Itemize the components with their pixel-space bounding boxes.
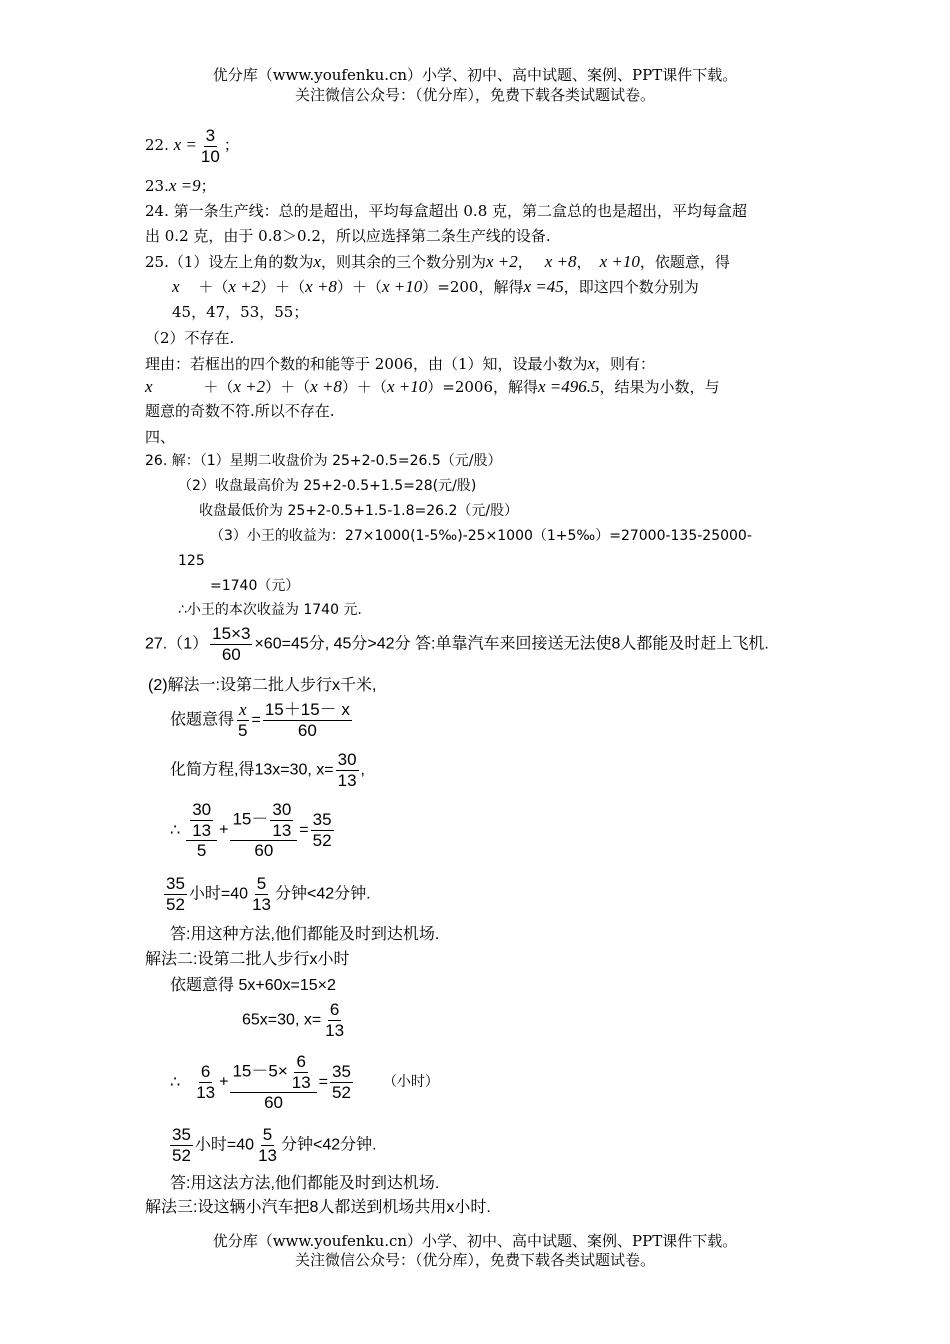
header-line-2: 关注微信公众号：（优分库），免费下载各类试题试卷。 [294, 86, 655, 104]
q25-line-3: 45，47，53，55； [172, 303, 309, 321]
q26-line-5: 125 [178, 553, 205, 569]
q27-method-1-check: ∴ $\frac{\frac{30}{13}}{5}$ + 15－ $\frac{30}{13}$ 60 = $\frac{35}{52}$ [170, 800, 332, 861]
q26-line-1: 26. 解：（1）星期二收盘价为 25+2-0.5=26.5（元/股） [145, 453, 502, 469]
q27-method-1-equation: 依题意得 $\frac{x}{5}$ = $\frac{15+15- x}{60}$ [170, 700, 350, 740]
q27-method-2-answer: 答:用这法方法,他们都能及时到达机场. [170, 1175, 440, 1192]
q27-method-1-result: $\frac{35}{52}$ 小时=40 $\frac{5}{13}$ 分钟<42分钟. [166, 874, 371, 914]
section-four: 四、 [145, 428, 176, 446]
q27-method-2-solve: 65x=30, x= $\frac{6}{13}$ [242, 1000, 345, 1040]
q27-method-2-check: ∴ $\frac{6}{13}$ + 15－5× $\frac{6}{13}$ 60 = $\frac{35}{52}$ （小时） [170, 1052, 439, 1113]
q27-method-1-answer: 答:用这种方法,他们都能及时到达机场. [170, 926, 440, 943]
footer-line-2: 关注微信公众号：（优分库），免费下载各类试题试卷。 [294, 1251, 655, 1269]
q26-line-4: （3）小王的收益为：27×1000(1-5‰)-25×1000（1+5‰）=27000-135-25000- [210, 528, 752, 544]
q27-part-1: 27.（1） $\frac{15\times 3}{60}$ ×60=45分, 45分>42分 答:单靠汽车来回接送无法使8人都能及时赶上飞机. [145, 624, 769, 664]
q27-method-3: 解法三:设这辆小汽车把8人都送到机场共用x小时. [145, 1199, 491, 1216]
q26-line-7: ∴小王的本次收益为 1740 元. [178, 602, 362, 618]
q24-line-1: 24. 第一条生产线：总的是超出，平均每盒超出 0.8 克，第二盒总的也是超出，平均每盒超 [145, 202, 748, 220]
q27-method-1: (2)解法一:设第二批人步行x千米, [148, 677, 377, 694]
q27-method-2-equation: 依题意得 5x+60x=15×2 [170, 977, 336, 994]
footer-line-1: 优分库（www.youfenku.cn）小学、初中、高中试题、案例、PPT课件下载。 [212, 1232, 738, 1250]
q23: 23.x =9； [145, 176, 216, 195]
q25-part-2: （2）不存在. [145, 329, 235, 347]
header-line-1: 优分库（www.youfenku.cn）小学、初中、高中试题、案例、PPT课件下载。 [212, 66, 738, 84]
q26-line-2: （2）收盘最高价为 25+2-0.5+1.5=28(元/股) [178, 478, 477, 494]
q25-reason-2: x ＋（x +2）＋（x +8）＋（x +10）=2006，解得x =496.5，结果为小数，与 [145, 377, 720, 396]
q25-reason-3: 题意的奇数不符.所以不存在. [145, 402, 335, 420]
q26-line-6: =1740（元） [210, 578, 300, 594]
q25-reason-1: 理由：若框出的四个数的和能等于 2006，由（1）知，设最小数为x，则有： [145, 354, 656, 373]
q22-fraction: $\frac{3}{10}$ [200, 126, 220, 166]
q24-line-2: 出 0.2 克，由于 0.8＞0.2，所以应选择第二条生产线的设备. [145, 227, 551, 245]
q27-method-2-result: $\frac{35}{52}$ 小时=40 $\frac{5}{13}$ 分钟<42分钟. [172, 1125, 377, 1165]
q26-line-3: 收盘最低价为 25+2-0.5+1.5-1.8=26.2（元/股） [199, 503, 519, 519]
q25-line-1: 25.（1）设左上角的数为x，则其余的三个数分别为x +2， x +8， x +10，依题意，得 [145, 252, 730, 271]
q22: 22. x = $\frac{3}{10}$ ； [145, 126, 239, 166]
q27-method-2: 解法二:设第二批人步行x小时 [145, 951, 350, 968]
q27-method-1-simplify: 化简方程,得13x=30, x= $\frac{30}{13}$ , [170, 750, 365, 790]
q25-line-2: x ＋（x +2）＋（x +8）＋（x +10）=200，解得x =45，即这四个数分别为 [172, 277, 699, 296]
